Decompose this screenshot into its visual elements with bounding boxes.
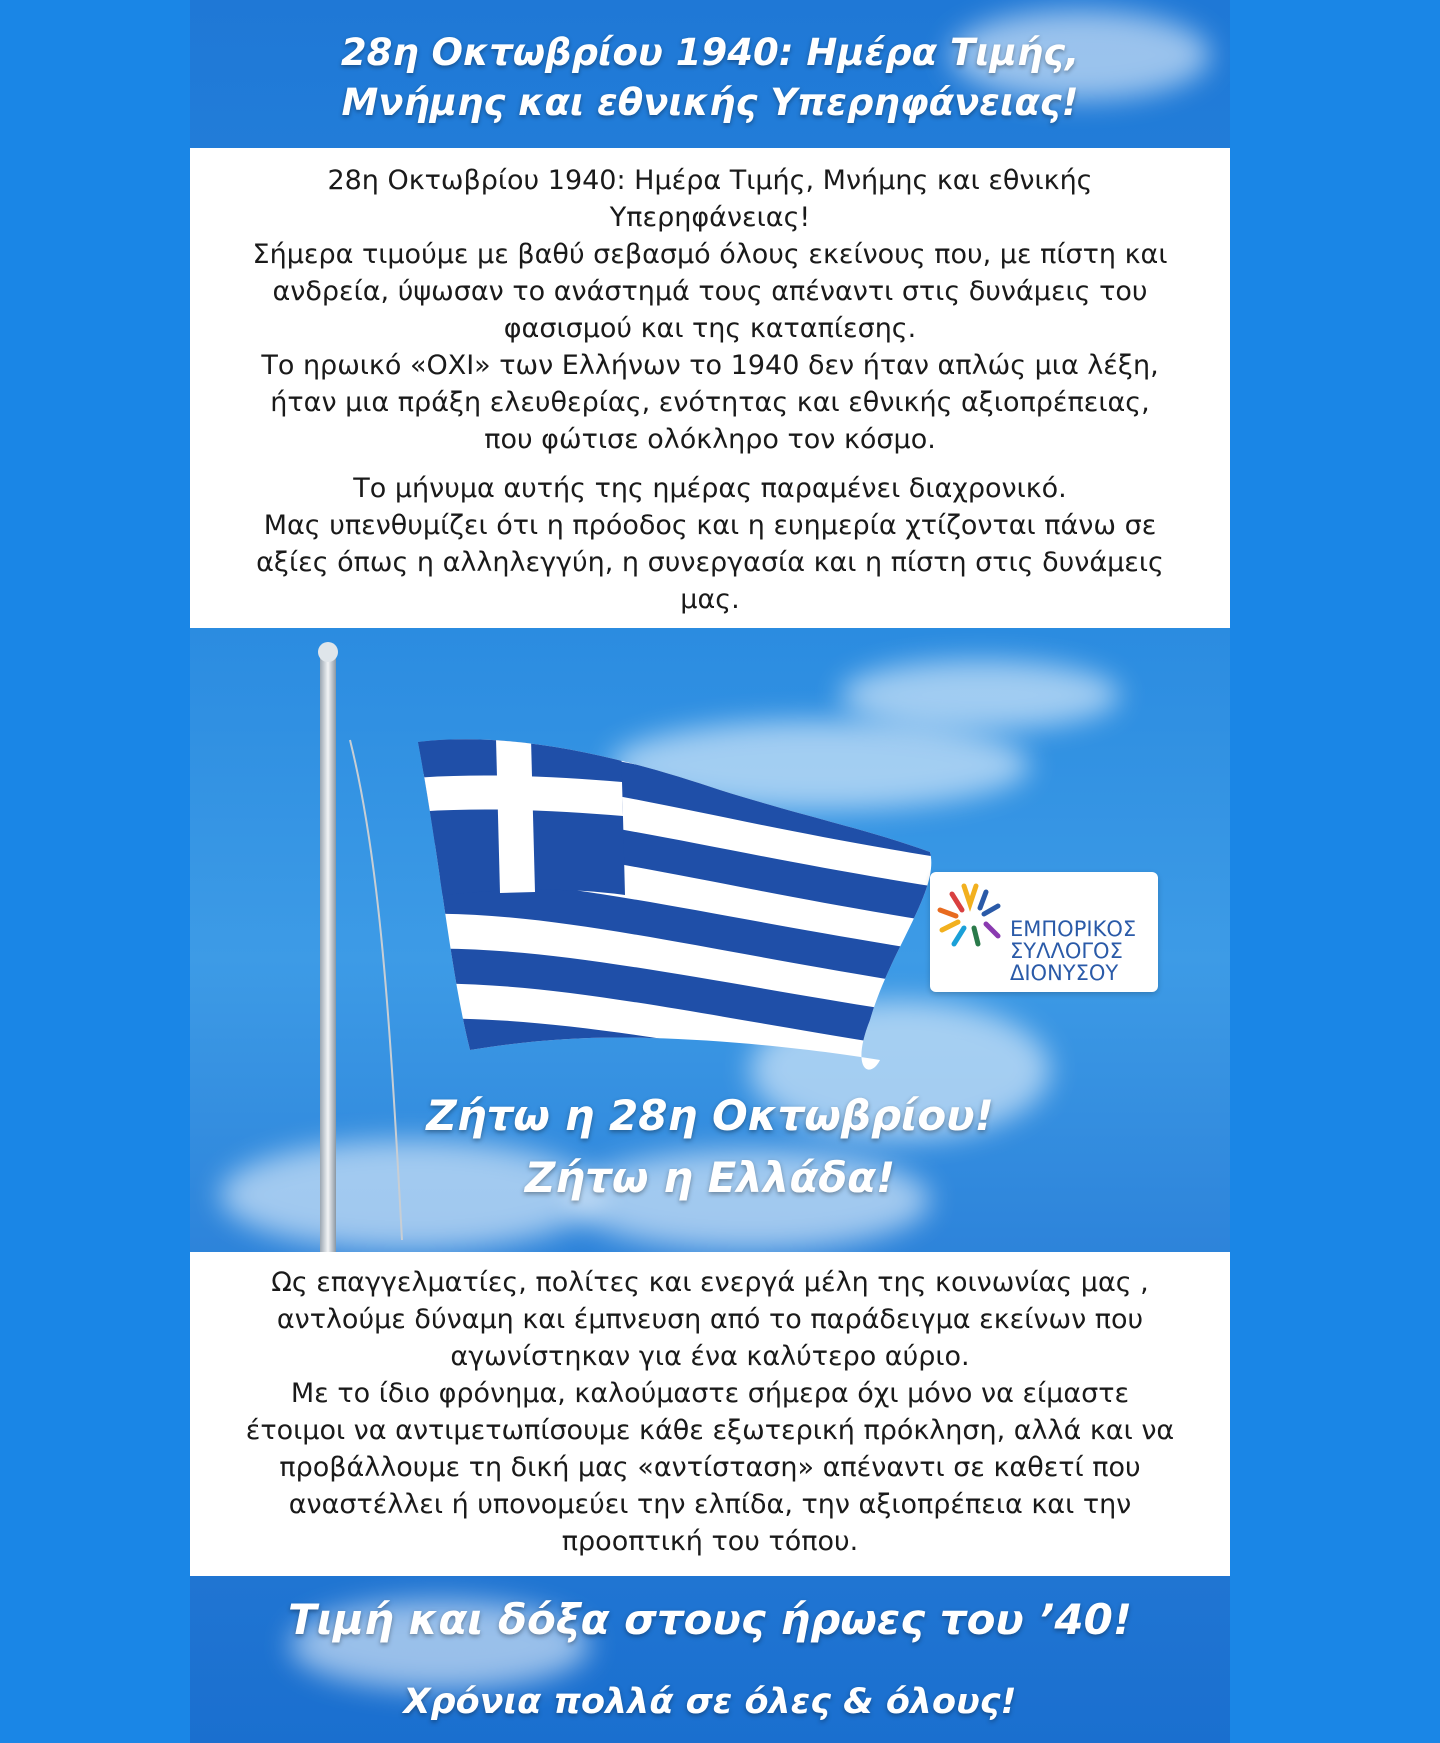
- outro-text-box: [190, 1252, 1230, 1576]
- outro-line: έτοιμοι να αντιμετωπίσουμε κάθε εξωτερική πρόκληση, αλλά και να: [245, 1415, 1175, 1446]
- logo-text-line: ΣΥΛΛΟΓΟΣ: [1010, 939, 1123, 963]
- outro-line: αντλούμε δύναμη και έμπνευση από το παράδειγμα εκείνων που: [276, 1304, 1144, 1335]
- header-title: [190, 28, 1230, 128]
- intro-line: ήταν μια πράξη ελευθερίας, ενότητας και εθνικής αξιοπρέπειας,: [270, 387, 1150, 418]
- greeting-poster: [190, 0, 1230, 1743]
- intro-line: φασισμού και της καταπίεσης.: [503, 313, 917, 344]
- paragraph-gap: [192, 458, 1228, 470]
- intro-line: Το ηρωικό «ΟΧΙ» των Ελλήνων το 1940 δεν ήταν απλώς μια λέξη,: [261, 350, 1159, 381]
- outro-line: προοπτική του τόπου.: [561, 1526, 859, 1557]
- intro-line: ανδρεία, ύψωσαν το ανάστημά τους απέναντι στις δυνάμεις του: [272, 276, 1148, 307]
- intro-line: αξίες όπως η αλληλεγγύη, η συνεργασία και η πίστη στις δυνάμεις: [256, 547, 1164, 578]
- outro-line: Με το ίδιο φρόνημα, καλούμαστε σήμερα όχι μόνο να είμαστε: [290, 1378, 1130, 1409]
- logo-text-line: ΔΙΟΝΥΣΟΥ: [1010, 961, 1119, 985]
- slogan: [190, 1085, 1230, 1209]
- intro-line: μας.: [680, 584, 740, 615]
- association-logo: [930, 872, 1158, 992]
- slogan-line2: Ζήτω η Ελλάδα!: [524, 1153, 896, 1202]
- intro-line: Μας υπενθυμίζει ότι η πρόοδος και η ευημερία χτίζονται πάνω σε: [263, 510, 1157, 541]
- outro-line: αγωνίστηκαν για ένα καλύτερο αύριο.: [450, 1341, 970, 1372]
- wishes-message: Χρόνια πολλά σε όλες & όλους!: [403, 1682, 1017, 1722]
- starburst-logo-icon: [934, 878, 1010, 958]
- logo-text: [1010, 918, 1136, 984]
- logo-text-line: ΕΜΠΟΡΙΚΟΣ: [1010, 917, 1137, 941]
- header-title-line1: 28η Οκτωβρίου 1940: Ημέρα Τιμής,: [340, 31, 1080, 74]
- intro-line: Υπερηφάνειας!: [609, 202, 811, 233]
- outro-line: αναστέλλει ή υπονομεύει την ελπίδα, την αξιοπρέπεια και την: [288, 1489, 1132, 1520]
- intro-line: που φώτισε ολόκληρο τον κόσμο.: [484, 424, 936, 455]
- slogan-line1: Ζήτω η 28η Οκτωβρίου!: [426, 1091, 994, 1140]
- intro-line: Σήμερα τιμούμε με βαθύ σεβασμό όλους εκείνους που, με πίστη και: [252, 239, 1168, 270]
- header-title-line2: Μνήμης και εθνικής Υπερηφάνειας!: [341, 81, 1079, 124]
- intro-text-box: [190, 148, 1230, 628]
- outro-line: προβάλλουμε τη δική μας «αντίσταση» απέναντι σε καθετί που: [279, 1452, 1141, 1483]
- outro-line: Ως επαγγελματίες, πολίτες και ενεργά μέλη της κοινωνίας μας ,: [271, 1267, 1149, 1298]
- intro-line: Το μήνυμα αυτής της ημέρας παραμένει διαχρονικό.: [353, 473, 1067, 504]
- intro-line: 28η Οκτωβρίου 1940: Ημέρα Τιμής, Μνήμης και εθνικής: [327, 165, 1093, 196]
- honor-message: Τιμή και δόξα στους ήρωες του ’40!: [288, 1595, 1132, 1644]
